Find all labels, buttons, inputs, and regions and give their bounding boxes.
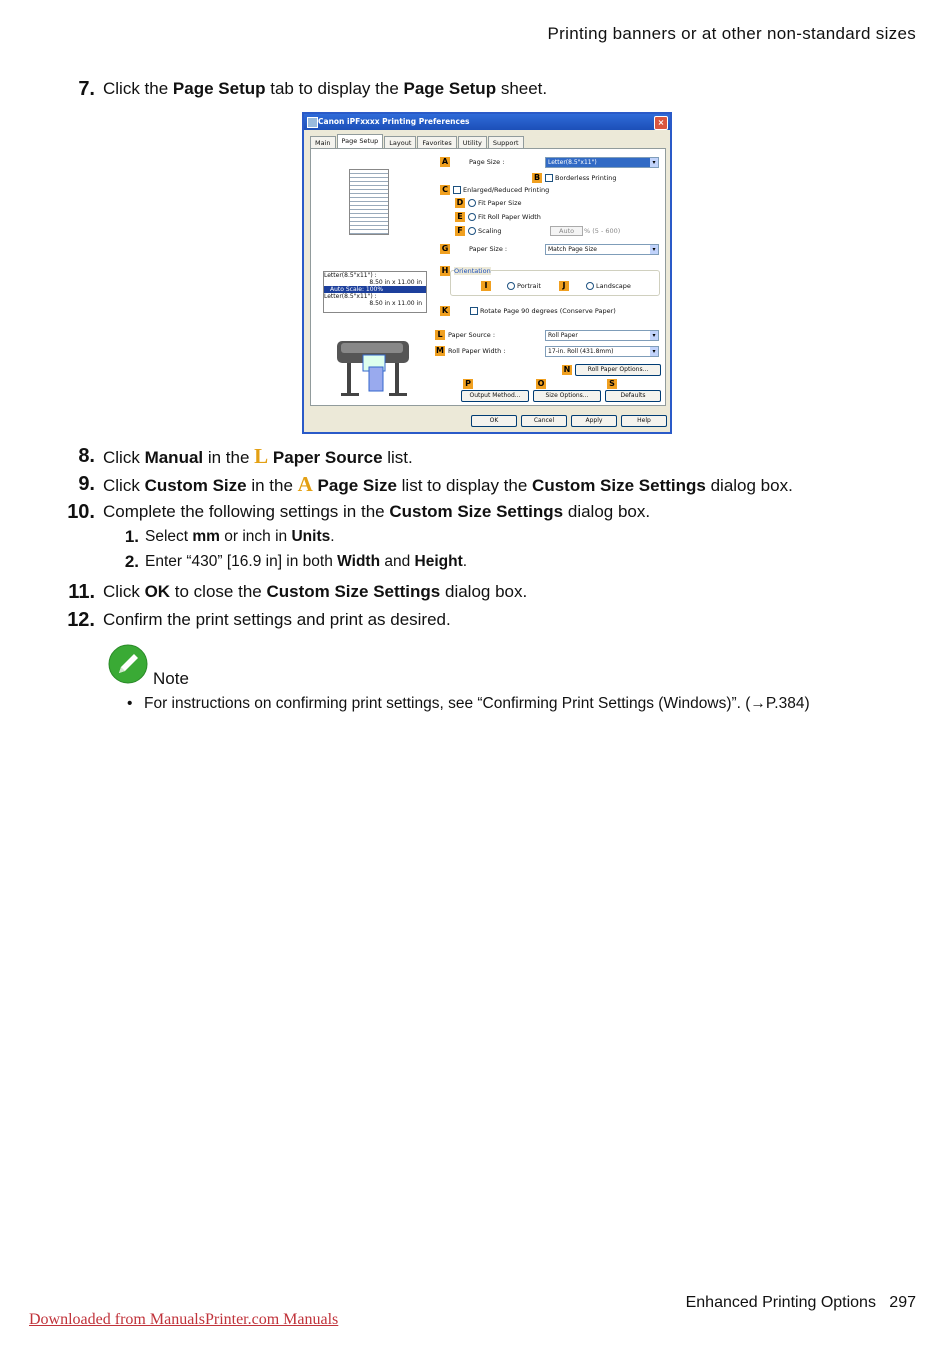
label-b: B — [533, 173, 541, 182]
substep-number: 1. — [124, 527, 139, 546]
borderless-checkbox[interactable] — [545, 174, 616, 182]
printer-icon — [307, 117, 318, 128]
note-pencil-icon — [107, 643, 149, 685]
defaults-button[interactable]: Defaults — [605, 390, 661, 402]
checkbox[interactable] — [470, 307, 478, 315]
rotate-label: Rotate Page 90 degrees (Conserve Paper) — [480, 307, 616, 315]
label-p: P — [463, 379, 473, 389]
checkbox[interactable] — [453, 186, 461, 194]
roll-width-label: Roll Paper Width : — [448, 347, 506, 355]
note-text: For instructions on confirming print settings, see “Confirming Print Settings (Windows)”. (→P.384) — [144, 695, 810, 712]
step-number: 10. — [67, 501, 95, 523]
page-footer — [686, 1294, 916, 1312]
label-a: A — [441, 157, 449, 166]
help-button[interactable]: Help — [621, 415, 667, 427]
radio[interactable] — [507, 282, 515, 290]
step-bold: Page Setup — [172, 79, 266, 98]
ok-button[interactable]: OK — [471, 415, 517, 427]
label-d: D — [456, 198, 464, 207]
substep-text: . — [462, 553, 468, 570]
step-bold: Paper Source — [272, 448, 383, 467]
substep-text: Select — [145, 528, 193, 545]
paper-source-select[interactable]: Roll Paper ▾ — [545, 330, 659, 341]
step-7 — [78, 78, 548, 100]
portrait-radio[interactable] — [507, 282, 541, 290]
cancel-button[interactable]: Cancel — [521, 415, 567, 427]
step-text: list to display the — [396, 476, 533, 495]
callout-letter: L — [254, 444, 269, 468]
step-bold: Custom Size Settings — [532, 476, 706, 495]
substep-1 — [124, 527, 335, 547]
fit-roll-label: Fit Roll Paper Width — [478, 213, 541, 221]
page-number: 297 — [889, 1294, 916, 1311]
info-line: 8.50 in x 11.00 in — [369, 279, 422, 286]
radio[interactable] — [468, 227, 476, 235]
label-f: F — [455, 226, 465, 236]
tab-support[interactable]: Support — [488, 136, 524, 149]
step-bold: Page Setup — [403, 79, 497, 98]
landscape-label: Landscape — [596, 282, 631, 290]
callout-letter: A — [297, 472, 313, 496]
portrait-label: Portrait — [517, 282, 541, 290]
borderless-label: Borderless Printing — [555, 174, 617, 182]
tab-utility[interactable]: Utility — [458, 136, 487, 149]
tab-layout[interactable]: Layout — [384, 136, 416, 149]
step-number: 8. — [78, 445, 95, 467]
tab-favorites[interactable]: Favorites — [417, 136, 456, 149]
label-n: N — [563, 365, 571, 374]
dialog-title — [304, 114, 670, 130]
fit-roll-radio[interactable] — [468, 213, 541, 221]
label-h: H — [441, 266, 449, 275]
scaling-label: Scaling — [478, 227, 502, 235]
scaling-radio[interactable] — [468, 227, 502, 235]
step-text: list. — [382, 448, 413, 467]
running-header: Printing banners or at other non-standard sizes — [547, 24, 916, 43]
page-preview — [349, 169, 389, 235]
step-bold: Custom Size Settings — [389, 502, 564, 521]
step-bold: OK — [144, 582, 171, 601]
label-m: M — [436, 346, 444, 355]
substep-text: and — [380, 553, 415, 570]
paper-size-label: Paper Size : — [469, 245, 508, 253]
label-c: C — [440, 185, 450, 195]
step-12 — [67, 609, 451, 631]
radio[interactable] — [468, 199, 476, 207]
paper-size-select[interactable]: Match Page Size ▾ — [545, 244, 659, 255]
step-bold: Custom Size — [144, 476, 247, 495]
roll-width-select[interactable]: 17-in. Roll (431.8mm) ▾ — [545, 346, 659, 357]
step-text: in the — [246, 476, 298, 495]
label-j: J — [559, 281, 569, 291]
label-k: K — [441, 306, 449, 315]
printer-illustration — [333, 331, 415, 401]
enlarged-label: Enlarged/Reduced Printing — [463, 186, 550, 194]
step-number: 11. — [68, 581, 95, 603]
step-text: Complete the following settings in the — [103, 502, 390, 521]
page-size-label: Page Size : — [469, 158, 505, 166]
step-text: in the — [203, 448, 255, 467]
step-number: 12. — [67, 609, 95, 631]
step-10 — [67, 501, 651, 523]
step-8 — [78, 444, 413, 469]
step-bold: Manual — [144, 448, 204, 467]
step-text: tab to display the — [265, 79, 404, 98]
info-line: Letter(8.5"x11") : — [324, 293, 377, 300]
enlarged-checkbox[interactable] — [453, 186, 549, 194]
output-method-button[interactable]: Output Method... — [461, 390, 529, 402]
step-text: Click the — [103, 79, 173, 98]
step-number: 9. — [78, 473, 95, 495]
printing-preferences-dialog-screenshot — [302, 112, 672, 434]
label-g: G — [441, 244, 449, 253]
footer-section: Enhanced Printing Options — [685, 1294, 876, 1311]
step-text: to close the — [170, 582, 267, 601]
rotate-checkbox[interactable] — [470, 307, 616, 315]
paper-source-label: Paper Source : — [448, 331, 496, 339]
substep-bold: Height — [414, 553, 463, 570]
label-s: S — [607, 379, 617, 389]
step-number: 7. — [78, 78, 95, 100]
step-bold: Custom Size Settings — [266, 582, 441, 601]
step-text: dialog box. — [440, 582, 528, 601]
step-text: sheet. — [496, 79, 548, 98]
step-text: Click — [103, 476, 145, 495]
step-text: Click — [103, 448, 145, 467]
step-text: dialog box. — [705, 476, 793, 495]
step-bold: Page Size — [317, 476, 397, 495]
info-line: Auto Scale: 100% — [324, 286, 426, 293]
page-size-select[interactable]: Letter(8.5"x11") ▾ — [545, 157, 659, 168]
radio[interactable] — [468, 213, 476, 221]
step-text: Confirm the print settings and print as desired. — [103, 610, 451, 629]
fit-paper-label: Fit Paper Size — [478, 199, 522, 207]
substep-text: or inch in — [219, 528, 292, 545]
fit-paper-radio[interactable] — [468, 199, 522, 207]
info-line: 8.50 in x 11.00 in — [369, 300, 422, 307]
scaling-input[interactable]: Auto — [550, 226, 583, 236]
substep-text: Enter “430” [16.9 in] in both — [145, 553, 338, 570]
substep-bold: Units — [291, 528, 331, 545]
substep-2 — [124, 552, 468, 572]
note-title: Note — [153, 669, 189, 688]
substep-bold: mm — [192, 528, 220, 545]
substep-bold: Width — [337, 553, 381, 570]
radio[interactable] — [586, 282, 594, 290]
label-o: O — [537, 379, 545, 388]
label-e: E — [455, 212, 465, 222]
dialog-title-text: Canon iPFxxxx Printing Preferences — [318, 117, 470, 126]
checkbox[interactable] — [545, 174, 553, 182]
preview-info — [323, 271, 427, 313]
substep-text: . — [330, 528, 335, 545]
orientation-label: Orientation — [454, 267, 491, 275]
apply-button[interactable]: Apply — [571, 415, 617, 427]
roll-options-button[interactable]: Roll Paper Options... — [575, 364, 661, 376]
label-i: I — [481, 281, 491, 291]
info-line: Letter(8.5"x11") : — [324, 272, 377, 279]
substep-number: 2. — [124, 552, 139, 571]
step-text: dialog box. — [563, 502, 651, 521]
step-text: Click — [103, 582, 145, 601]
label-l: L — [435, 330, 445, 340]
close-icon[interactable]: × — [654, 116, 668, 130]
tab-page-setup[interactable]: Page Setup — [337, 134, 384, 149]
note-bullet: • — [127, 695, 133, 712]
tab-main[interactable]: Main — [310, 136, 336, 149]
download-link[interactable]: Downloaded from ManualsPrinter.com Manuals — [29, 1311, 339, 1328]
scaling-range: % (5 - 600) — [584, 227, 621, 235]
landscape-radio[interactable] — [586, 282, 631, 290]
step-9 — [78, 472, 793, 497]
size-options-button[interactable]: Size Options... — [533, 390, 601, 402]
step-11 — [68, 581, 528, 603]
